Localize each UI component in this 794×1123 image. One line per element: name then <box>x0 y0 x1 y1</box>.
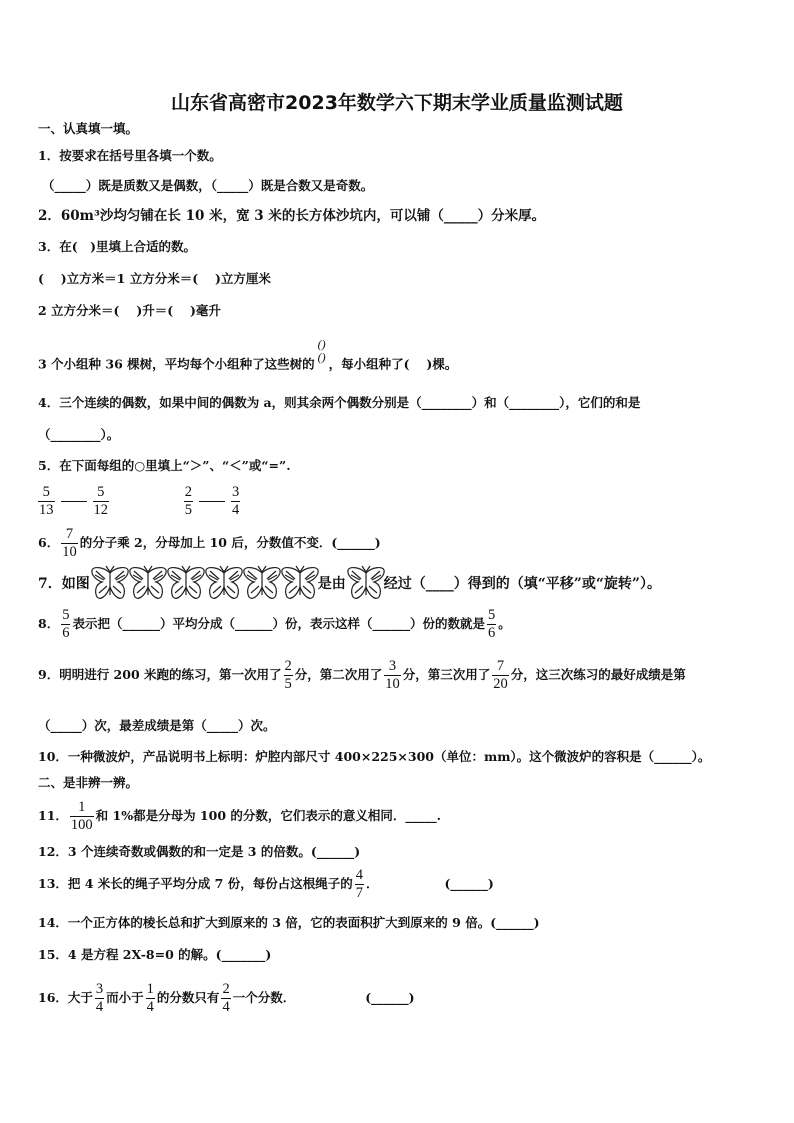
fraction: $\frac{5}{12}$ <box>93 484 108 518</box>
fraction: $\frac{5}{6}$ <box>62 607 70 641</box>
question-text: 16．大于 <box>38 990 93 1005</box>
question-6 <box>38 526 381 561</box>
question-text: 。 <box>498 616 511 631</box>
question-text: 分，第二次用了 <box>294 667 383 682</box>
butterfly-icon <box>166 565 206 603</box>
butterfly-icon <box>90 565 130 603</box>
fraction: $\frac{2}{5}$ <box>284 658 292 692</box>
question-text: 如图 <box>61 576 90 592</box>
answer-blank[interactable]: (______) <box>365 990 415 1005</box>
question-13 <box>38 867 494 902</box>
butterfly-icon <box>204 565 244 603</box>
question-4: 4．三个连续的偶数，如果中间的偶数为 a，则其余两个偶数分别是（________）和（________），它们的和是 <box>38 395 641 410</box>
answer-blank[interactable] <box>61 501 87 502</box>
question-number: 11． <box>38 808 68 823</box>
question-12: 12．3 个连续奇数或偶数的和一定是 3 的倍数。(______) <box>38 844 361 859</box>
fraction: () () <box>317 337 326 364</box>
butterfly-icon <box>242 565 282 603</box>
question-text: 分，第三次用了 <box>402 667 491 682</box>
question-3-line4 <box>38 338 457 375</box>
question-2: 2．60m³沙均匀铺在长 10 米，宽 3 米的长方体沙坑内，可以铺（_____）分米厚。 <box>38 208 546 224</box>
fraction: $\frac{3}{4}$ <box>231 484 240 518</box>
answer-blank[interactable]: (______) <box>444 876 494 891</box>
fraction: $\frac{1}{100}$ <box>70 799 93 833</box>
question-4-line2: （________）。 <box>38 427 120 442</box>
fraction: $\frac{1}{4}$ <box>146 981 154 1015</box>
fraction: $\frac{5}{6}$ <box>487 607 496 641</box>
question-11 <box>38 799 441 834</box>
question-9 <box>38 658 686 693</box>
question-text: 经过（____）得到的（填“平移”或“旋转”）。 <box>383 576 661 592</box>
question-number: 6． <box>38 535 60 550</box>
question-7 <box>38 565 661 603</box>
question-number: 8． <box>38 616 60 631</box>
butterfly-row <box>90 565 318 603</box>
question-number: 7． <box>38 576 62 592</box>
question-text: 一个分数． <box>232 990 296 1005</box>
section-heading-2: 二、是非辨一辨。 <box>38 775 139 790</box>
fraction: $\frac{2}{5}$ <box>184 484 192 518</box>
butterfly-icon <box>346 565 386 603</box>
question-1 <box>38 146 222 166</box>
question-text: ，每小组种了( )棵。 <box>328 356 458 372</box>
question-text: 和 1%都是分母为 100 的分数，它们表示的意义相同．_____. <box>95 808 441 823</box>
question-1-line2: （_____）既是质数又是偶数，（_____）既是合数又是奇数。 <box>42 178 374 193</box>
question-16 <box>38 981 415 1016</box>
question-14: 14．一个正方体的棱长总和扩大到原来的 3 倍，它的表面积扩大到原来的 9 倍。(______) <box>38 915 540 930</box>
question-3-line2: ( )立方米＝1 立方分米＝( )立方厘米 <box>38 271 271 286</box>
fraction: $\frac{7}{20}$ <box>493 658 508 692</box>
question-text: 是由 <box>317 576 346 592</box>
fraction: $\frac{3}{10}$ <box>385 658 400 692</box>
question-text: 分，这三次练习的最好成绩是第 <box>510 667 686 682</box>
question-text: 3 个小组种 36 棵树，平均每个小组种了这些树的 <box>38 356 315 372</box>
question-3: 3．在( )里填上合适的数。 <box>38 239 197 254</box>
fraction: $\frac{4}{7}$ <box>355 867 363 901</box>
fraction: $\frac{3}{4}$ <box>95 981 104 1015</box>
fraction: $\frac{7}{10}$ <box>62 526 77 560</box>
question-9-line2: （_____）次，最差成绩是第（_____）次。 <box>38 718 276 733</box>
question-number: 9． <box>38 667 60 682</box>
section-heading-1: 一、认真填一填。 <box>38 121 139 136</box>
question-text: ． <box>365 876 379 891</box>
question-text: 的分数只有 <box>156 990 220 1005</box>
question-text: 13．把 4 米长的绳子平均分成 7 份，每份占这根绳子的 <box>38 876 353 891</box>
page-title: 山东省高密市2023年数学六下期末学业质量监测试题 <box>171 92 623 114</box>
question-10: 10．一种微波炉，产品说明书上标明：炉腔内部尺寸 400×225×300（单位：mm）。这个微波炉的容积是（______）。 <box>38 749 711 764</box>
question-5-comparisons <box>36 484 242 519</box>
butterfly-icon <box>280 565 320 603</box>
question-text: 表示把（______）平均分成（______）份，表示这样（______）份的数就是 <box>72 616 485 631</box>
question-text: 明明进行 200 米跑的练习，第一次用了 <box>59 667 282 682</box>
question-text: 按要求在括号里各填一个数。 <box>59 148 222 163</box>
answer-blank[interactable] <box>199 501 225 502</box>
fraction: $\frac{5}{13}$ <box>39 484 54 518</box>
question-15: 15．4 是方程 2X-8=0 的解。(_______) <box>38 947 272 962</box>
fraction: $\frac{2}{4}$ <box>222 981 230 1015</box>
question-5: 5．在下面每组的○里填上“＞”、“＜”或“=”. <box>38 458 291 473</box>
question-text: 的分子乘 2，分母加上 10 后，分数值不变．(______) <box>79 535 381 550</box>
question-8 <box>38 607 511 642</box>
question-3-line3: 2 立方分米＝( )升＝( )毫升 <box>38 303 221 318</box>
question-number: 1． <box>38 148 60 163</box>
question-text: 而小于 <box>106 990 144 1005</box>
butterfly-icon <box>128 565 168 603</box>
